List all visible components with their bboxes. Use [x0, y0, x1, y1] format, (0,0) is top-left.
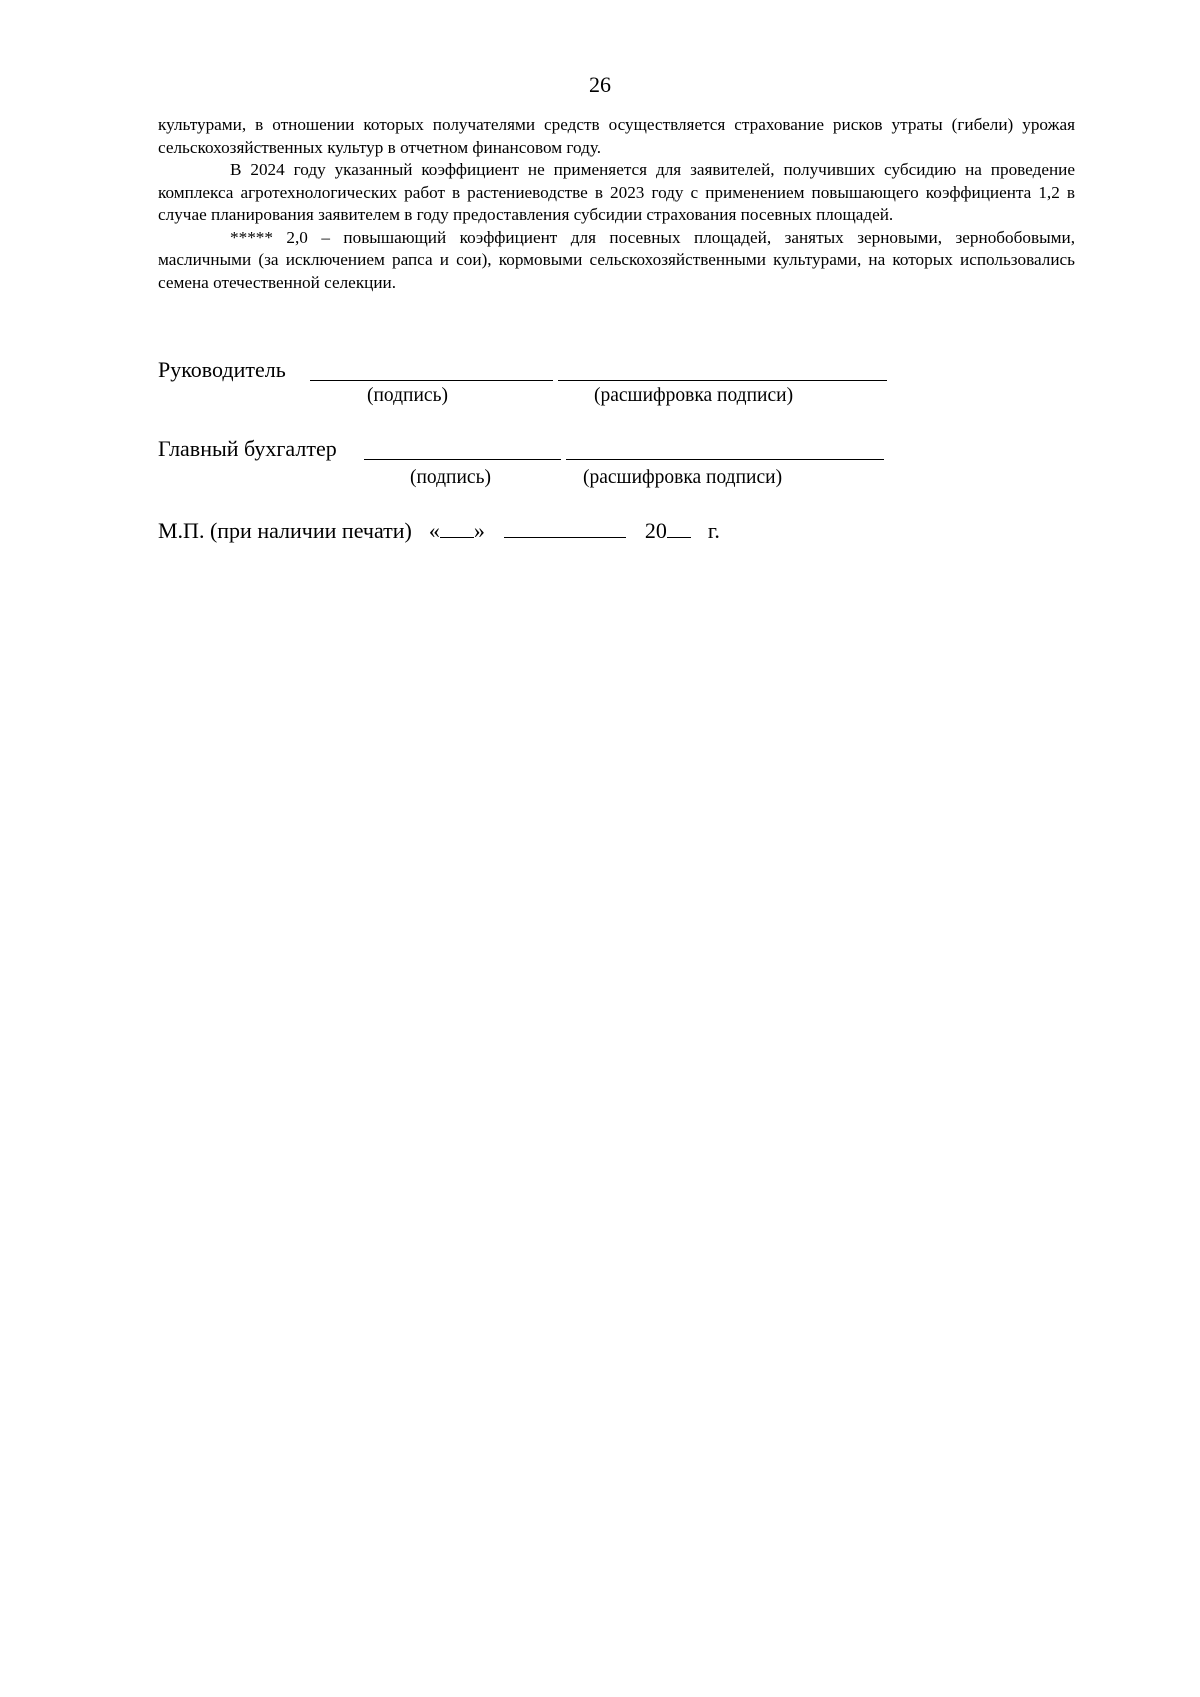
chief-accountant-signature-line: [364, 459, 561, 460]
head-signature-caption: (подпись): [367, 385, 448, 406]
chief-accountant-decoding-line: [566, 459, 884, 460]
paragraph-continuation: культурами, в отношении которых получателями средств осуществляется страхование рисков утраты (гибели) урожая сельскохозяйственных культур в отчетном финансовом году.: [158, 115, 1075, 157]
year-blank: [667, 517, 691, 538]
head-decoding-caption: (расшифровка подписи): [594, 385, 794, 406]
day-blank: [440, 517, 474, 538]
body-text: [158, 114, 1075, 294]
date-close-quote: »: [473, 518, 485, 543]
head-signature-line: [310, 380, 553, 381]
head-signature-label: Руководитель: [158, 357, 286, 382]
stamp-label: М.П. (при наличии печати): [158, 518, 412, 543]
head-decoding-line: [558, 380, 887, 381]
paragraph-2024-note: В 2024 году указанный коэффициент не применяется для заявителей, получивших субсидию на проведение комплекса агротехнологических работ в растениеводстве в 2023 году с применением повышающего коэффициента 1,2 в случае планирования заявителем в году предоставления субсидии страхования посевных площадей.: [158, 160, 1075, 224]
stamp-date-line: [158, 517, 720, 544]
month-blank: [504, 517, 626, 538]
chief-accountant-signature-caption: (подпись): [410, 467, 491, 488]
page-number: 26: [589, 72, 611, 97]
year-prefix: 20: [644, 518, 667, 543]
chief-accountant-decoding-caption: (расшифровка подписи): [583, 467, 783, 488]
date-open-quote: «: [428, 518, 440, 543]
year-suffix: г.: [707, 518, 720, 543]
paragraph-footnote-five-stars: ***** 2,0 – повышающий коэффициент для посевных площадей, занятых зерновыми, зернобобовыми, масличными (за исключением рапса и сои), кормовыми сельскохозяйственными культурами, на которых использовались семена отечественной селекции.: [158, 227, 1075, 292]
chief-accountant-signature-label: Главный бухгалтер: [158, 436, 337, 461]
